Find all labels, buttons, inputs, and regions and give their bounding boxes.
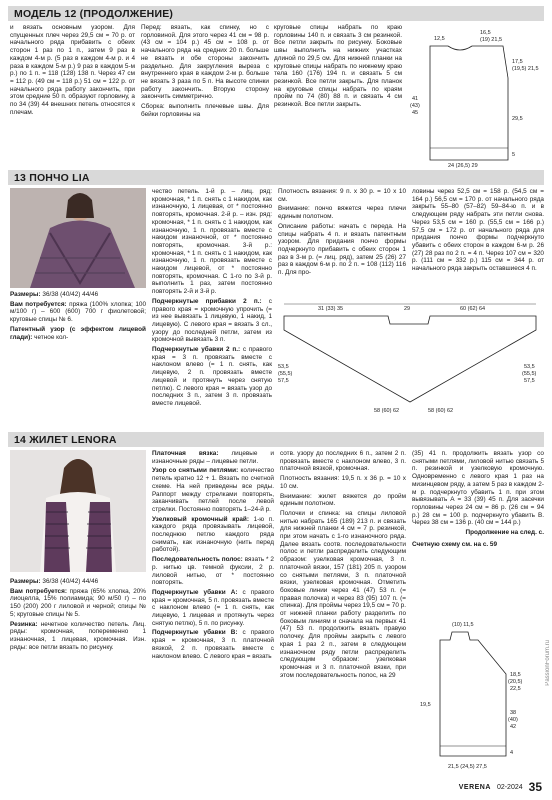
m12-dim-left-b: (43) [410, 103, 420, 109]
m13-dim-top-b: 29 [404, 306, 411, 312]
model14-col4-a: (35) 41 п. продолжить вязать узор со снятыми петлями, лиловой нитью связать 5 п. резинкой и узелковую кромочную. Одновременно с левого края 1 раз на мизинцевом ряду, а затем 5 раз в каждом 2-м р. подчеркнуто убавить 1 п. при этом вывязывать А = 33 (39) 45 п. Для засечки горловины через 24 см = 86 р. (26 см = 94 р.) 28 см = 100 р. подчеркнуто убавить В. Через 38 см = 136 р. (40 см = 144 р.) [412, 450, 544, 527]
m13-dim-bottom-b: 58 (60) 62 [428, 408, 454, 414]
model14-chart-ref: Счетную схему см. на с. 59 [412, 540, 498, 548]
model13-increases: Подчеркнутые прибавки 2 п.: с правого края = кромочную упрочить (= из нее вывязать 1 лицевую, 1 накид, 1 лицевую). С левого края = вязать 3 сл., узору до последней петли, затем из кромочной вывязать 3 п. [152, 297, 272, 344]
model14-gauge: Плотность вязания: 19,5 п. х 36 р. = 10 х 10 см. [280, 475, 406, 490]
m13-dim-left-b: (55,5) [278, 371, 293, 377]
model13-decreases: Подчеркнутые убавки 2 п.: с правого края = 3 п. провязать вместе с наклоном влево (= 1 п. снять, как лицевую, 2 п. провязать вместе лицевой и протянуть через снятую петлю). С левого края = вязать узор до последних 3 п., затем 3 п. провязать вместе лицевой. [152, 346, 272, 407]
model12-text-2: Перед: вязать, как спинку, но с горловиной. Для этого через 41 см = 98 р. (43 см = 104 р.) 45 см = 108 р. от начального ряда на средних 20 п. больше не вязать и обе стороны закончить раздельно. Для закругления выреза с внутреннего края в каждом 2-м р. больше не вязать 3 раза по 5 п. На высоте спинки работу закончить. Вторую сторону закончить симметрично. [141, 24, 269, 101]
model14-stitch-garter: Платочная вязка: лицевые и изнаночные ряды – лицевые петли. [152, 450, 274, 465]
model14-body: Полочки и спинка: на спицы лиловой нитью набрать 165 (189) 213 п. и связать для нижней планки 4 см = 7 р. резинкой, при этом начать с 1-го изнаночного ряда. Далее вязать соотв. последовательности полос и петли распределить следующим образом: узелковая кромочная, 3 п. платочной вязки, 157 (181) 205 п. узором со снятыми петлями, 3 п. платочной вязки, узелковая кромочная. Отметить боковые линии через 41 (47) 53 п. (= правая полочка) и через 83 (95) 107 п. (= спинка). Для проймы через 19,5 см = 70 р. от нижней планки работу разделить по боковым линиям и сначала на первых 41 (47) 53 п. продолжить вязать правую полочку. Для проймы закрыть с левого края 1 раз 2 п., затем в следующем изнаночном ряду петли распределить следующим образом: узелковая кромочная и 3 п. платочной вязки, при этом последовательность полос, на 29 [280, 509, 406, 679]
section-header-model-13 [8, 170, 544, 185]
model13-column-1 [10, 291, 146, 381]
model14-column-1 [10, 578, 146, 778]
model13-gauge: Плотность вязания: 9 п. х 30 р. = 10 х 10 см. [278, 188, 406, 203]
m13-dim-top-a: 31 (33) 35 [318, 306, 344, 312]
model13-needs: Вам потребуется: пряжа (100% хлопка; 100 м/100 г) – 600 (600) 700 г фиолетовой; круговые спицы № 6. [10, 300, 146, 324]
m14-dim-top: (10) 11,5 [452, 622, 474, 628]
watermark: PassionForum.ru [545, 640, 551, 686]
model13-attention: Внимание: пончо вяжется через плечи единым полотном. [278, 205, 406, 221]
model12-column-2 [141, 24, 269, 164]
m12-dim-right-b: (19,5) 21,5 [512, 66, 539, 72]
m13-dim-right-b: (55,5) [522, 371, 537, 377]
model13-description: Описание работы: начать с переда. На спицы набрать 4 п. и вязать патентным узором. Для придания пончо формы подчеркнуто прибавить с обеих сторон 1 раз в 3-м р. (= лиц. ряд), затем 25 (26) 27 раз в каждом 6-м р. по 2 п. = 108 (112) 116 п. Для про- [278, 222, 406, 277]
model13-schematic [278, 290, 544, 416]
m13-dim-left-c: 57,5 [278, 378, 289, 384]
model14-column-4 [412, 450, 544, 610]
model13-continuation: ловины через 52,5 см = 158 р. (54,5 см = 164 р.) 56,5 см = 170 р. от начального ряда закрыть 55–80 (57–82) 59–84-ю п. и в следующем ряду набрать эти петли снова. Через 53,5 см = 160 р. (55,5 см = 166 р.) 57,5 см = 172 р. от начального ряда для придания пончо формы подчеркнуто убавить с обеих сторон в каждом 6-м р. 26 (27) 28 раз по 2 п. = 4 п. Через 107 см = 320 р. (111 см = 332 р.) 115 см = 344 р. от начального ряда закрыть оставшиеся 4 п. [412, 188, 544, 273]
model14-rib: Резинка: нечетное количество петель. Лиц. ряды: кромочная, попеременно 1 изнаночная, 1 лицевая, кромочная. Изн. ряды: все петли вязать по рисунку. [10, 620, 146, 651]
magazine-brand: VERENA [458, 783, 491, 791]
model14-photo [10, 450, 146, 572]
model14-column-2 [152, 450, 274, 780]
model13-column-2 [152, 188, 272, 426]
m13-dim-top-c: 60 (62) 64 [460, 306, 486, 312]
m13-dim-right-c: 57,5 [524, 378, 535, 384]
model14-dec-b: Подчеркнутые убавки В: с правого края = кромочная, 3 п. платочной вязкой, 2 п. провязать вместе с наклоном влево. С левого края = вязать [152, 629, 274, 660]
m12-dim-top-b: 16,5 [480, 30, 491, 36]
model14-col3-a: сотв. узору до последних 6 п., затем 2 п. провязать вместе с наклоном влево, 3 п. платочной вязкой, кромочная. [280, 450, 406, 473]
magazine-issue: 02-2024 [496, 783, 523, 791]
model14-title: 14 ЖИЛЕТ LENORA [14, 433, 117, 446]
m12-dim-hem: 5 [512, 152, 516, 158]
m14-dim-right-b: (20,5) [508, 679, 523, 685]
m12-dim-right-mid: 29,5 [512, 116, 523, 122]
m14-dim-left-a: 19,5 [420, 702, 431, 708]
model14-needs: Вам потребуется: пряжа (65% хлопка, 20% лиоцелла, 15% полиамида; 90 м/50 г) – по 150 (200) 200 г лиловой и черной; спицы № 5; круговые спицы № 5. [10, 587, 146, 618]
section-title: МОДЕЛЬ 12 (ПРОДОЛЖЕНИЕ) [14, 7, 174, 20]
m13-dim-right-a: 53,5 [524, 364, 535, 370]
m12-dim-top-c: (19) 21,5 [480, 37, 503, 43]
m14-dim-right-e: (40) [508, 717, 518, 723]
model13-photo [10, 188, 146, 288]
model13-sizes: Размеры: 36/38 (40/42) 44/46 [10, 291, 99, 298]
m12-dim-left-c: 45 [412, 110, 419, 116]
model13-title: 13 ПОНЧО LIA [14, 171, 90, 184]
m14-dim-right-a: 18,5 [510, 672, 521, 678]
model12-column-1 [10, 24, 135, 164]
model14-dec-a: Подчеркнутые убавки А: с правого края = кромочная, 5 п. провязать вместе с наклоном влево (= 1 п. снять, как лицевую, 1 лицевая и протянуть через снятую петлю), 5 п. по рисунку. [152, 588, 274, 627]
m14-dim-right-f: 42 [510, 724, 517, 730]
model14-attention: Внимание: жилет вяжется до пройм единым полотном. [280, 492, 406, 508]
m13-dim-left-a: 53,5 [278, 364, 289, 370]
m14-dim-bottom: 21,5 (24,5) 27,5 [448, 764, 487, 770]
m13-dim-bottom-a: 58 (60) 62 [374, 408, 400, 414]
m12-dim-right-a: 17,5 [512, 59, 523, 65]
page-footer [459, 780, 542, 794]
m12-dim-bottom: 24 (26,5) 29 [448, 163, 478, 168]
model13-pattern: Патентный узор (с эффектом лицевой глади): четное кол- [10, 325, 146, 341]
model12-text-1: и вязать основным узором. Для спущенных плеч через 29,5 см = 70 р. от начального ряда прибавить с обеих сторон 1 раз по 1 п., затем 9 раз в каждом 4-м р. (5 раз в каждом 4-м р. и 4 раза в каждом 5-м р.) 9 раз в каждом 5-м р.) по 1 п. = 118 (128) 138 п. Через 47 см = 112 р. (49 см = 118 р.) 51 см = 122 р. от начального ряда работу закончить, при этом средние 50 п. образуют горловину, а по 34 (39) 44 внешних петель относятся к плечам. [10, 24, 135, 116]
model13-pattern-rows: чество петель. 1-й р. – лиц. ряд: кромочная, * 1 п. снять с 1 накидом, как изнаночную, 1 лицевая, от * постоянно повторять, кромочная. 2-й р. – изн. ряд: кромочная, * 1 п. снять с 1 накидом, как изнаночную, 1 п. провязать вместе с накидом изнаночной, от * постоянно повторять, кромочная. 3-й р.: кромочная, * 1 п. снять с 1 накидом, как изнаночную, 1 п. провязать вместе с накидом лицевой, от * постоянно повторять, кромочная. С 1-го по 3-й р. выполнить 1 раз, затем постоянно повторять 2-й и 3-й р. [152, 188, 272, 296]
section-header-model-14 [8, 432, 544, 447]
model14-continued: Продолжение на след. с. [465, 529, 544, 537]
model12-column-3 [274, 24, 402, 164]
m12-dim-left-a: 41 [412, 96, 419, 102]
model14-stitch-edge: Узелковый кромочный край: 1-ю п. каждого ряда провязывать лицевой, последнюю петлю каждого ряда снимать, как изнаночную (нить перед работой). [152, 515, 274, 554]
page-number: 35 [528, 780, 542, 794]
m12-dim-top-a: 12,5 [434, 36, 445, 42]
model12-text-4: круговые спицы набрать по краю горловины 140 п. и связать 3 см резинкой. Все петли закрыть по рисунку. Боковые швы выполнить на нижних участках длиной по 29,5 см. Для нижней планки на круговые спицы набрать по нижнему краю тела 160 (176) 194 п. и связать 5 см резинкой. Все петли закрыть. Для планок на круговые спицы набрать по краям пройм по 74 (80) 88 п. и связать 4 см резинкой. Все петли закрыть. [274, 24, 402, 109]
model12-text-3: Сборка: выполнить плечевые швы. Для бейки горловины на [141, 103, 269, 118]
model12-schematic [408, 28, 544, 168]
section-header-model-12 [8, 6, 544, 21]
model14-column-3 [280, 450, 406, 780]
model14-stripes: Последовательность полос: вязать * 2 р. нитью цв. темной фуксии, 2 р. лиловой нитью, от * постоянно повторять. [152, 556, 274, 587]
model14-stitch-slip: Узор со снятыми петлями: количество петель кратно 12 + 1. Вязать по счетной схеме. На ней приведены все ряды. Раппорт между стрелками повторять, заканчивать петлей после левой стрелки. Постоянно повторять 1–24-й р. [152, 467, 274, 513]
m14-dim-hem: 4 [510, 750, 514, 756]
m14-dim-right-d: 38 [510, 710, 517, 716]
m14-dim-right-c: 22,5 [510, 686, 521, 692]
model14-schematic [412, 616, 544, 774]
model14-sizes: Размеры: 36/38 (40/42) 44/46 [10, 578, 99, 585]
